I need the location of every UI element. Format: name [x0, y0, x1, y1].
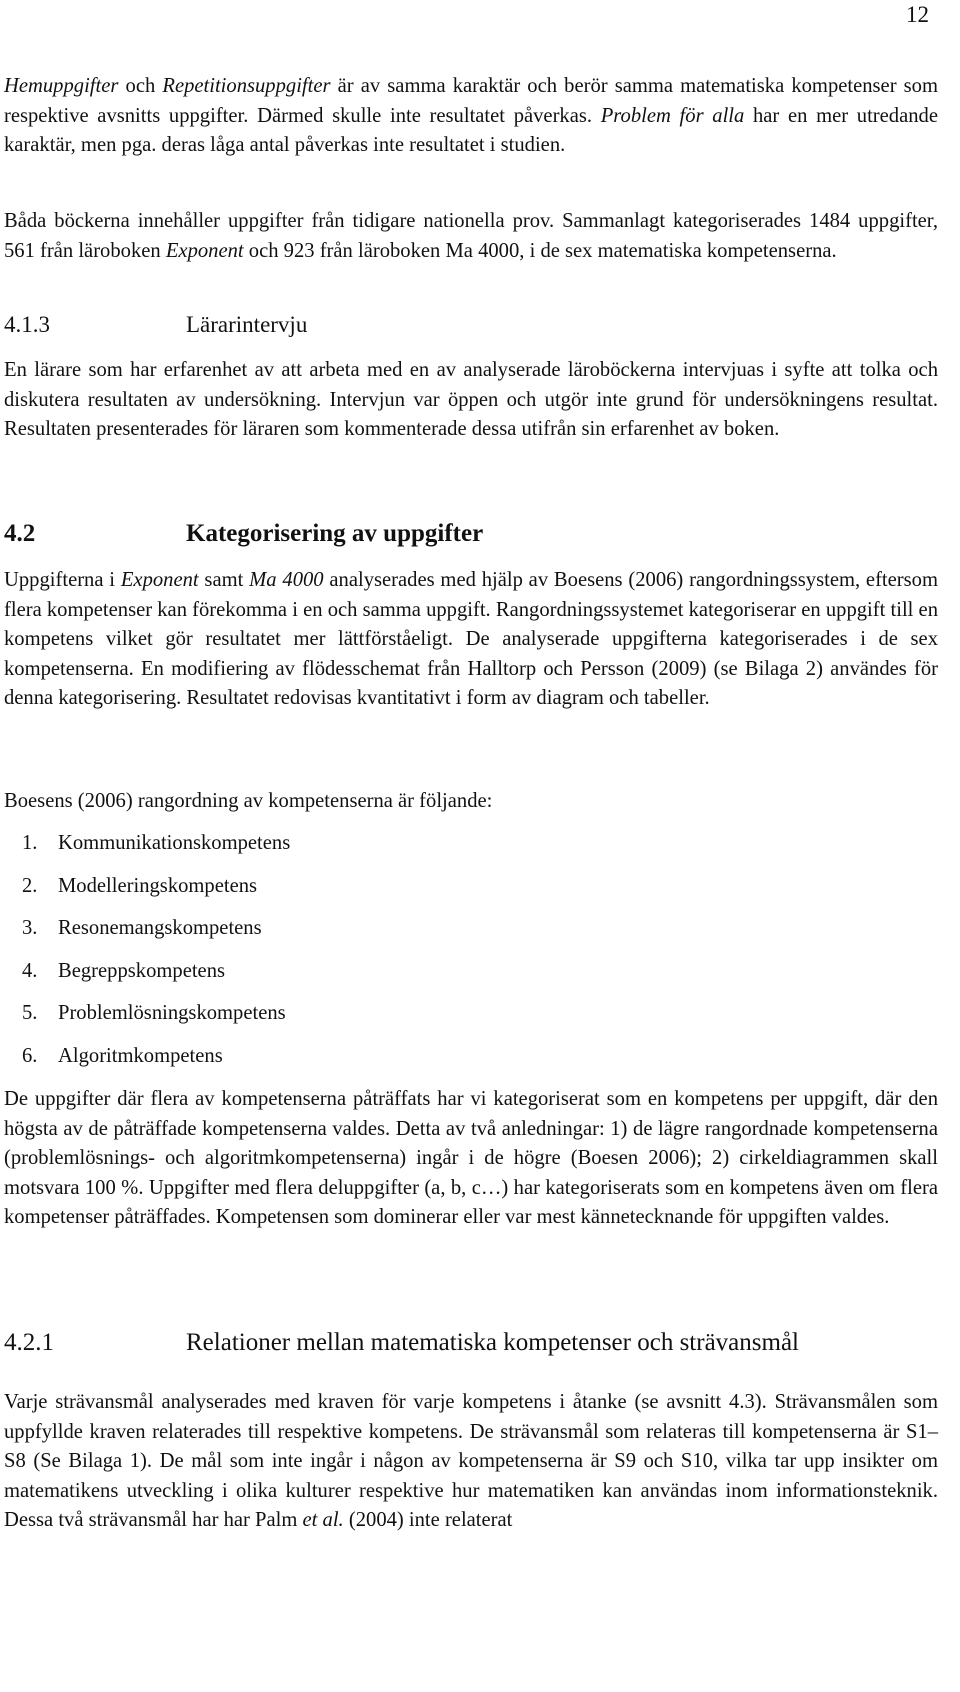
- list-number: 2.: [22, 874, 38, 897]
- paragraph-text: Varje strävansmål analyserades med kraven för varje kompetens i åtanke (se avsnitt 4.3). Strävansmålen som uppfyllde kraven relaterades till respektive kompetens. De strävansmål som relateras till kompetenserna är S1–S8 (Se Bilaga 1). De mål som inte ingår i någon av kompetenserna är S9 och S10, vilka tar upp insikter om matematikens utveckling i olika kulturer respektive hur matematiken kan användas inom informationsteknik. Dessa två strävansmål har har Palm: [4, 1391, 938, 1531]
- paragraph-text: (2004) inte relaterat: [343, 1509, 513, 1531]
- list-item: [22, 914, 290, 957]
- italic-term: Exponent: [165, 239, 244, 262]
- paragraph-text: och: [118, 75, 163, 97]
- paragraph-text: är av samma karaktär och berör samma matematiska kompetenser som respektive avsnitts uppgifter. Därmed skulle inte resultatet påverkas.: [4, 75, 938, 127]
- italic-term: Repetitionsuppgifter: [162, 75, 331, 97]
- list-number: 5.: [22, 1002, 38, 1024]
- list-label: Problemlösningskompetens: [58, 1002, 286, 1024]
- section-title: Lärarintervju: [186, 312, 308, 337]
- list-label: Algoritmkompetens: [58, 1044, 223, 1067]
- list-label: Kommunikationskompetens: [58, 832, 291, 854]
- list-number: 4.: [22, 959, 38, 982]
- italic-term: et al.: [302, 1509, 344, 1531]
- paragraph-text: En lärare som har erfarenhet av att arbeta med en av analyserade läroböckerna intervjuas i syfte att tolka och diskutera resultaten av undersökning. Intervjun var öppen och utgör inte grund för undersökningens resultat. Resultaten presenterades för läraren som kommenterade dessa utifrån sin erfarenhet av boken.: [4, 359, 938, 440]
- paragraph-ranking-intro: [4, 787, 938, 817]
- list-number: 3.: [22, 917, 38, 939]
- section-heading-4-2: [4, 518, 938, 550]
- list-number: 1.: [22, 832, 38, 854]
- paragraph-teacher-interview: [4, 356, 938, 445]
- section-heading-4-2-1: [4, 1325, 938, 1360]
- list-item: [22, 829, 290, 872]
- section-heading-4-1-3: [4, 310, 938, 340]
- section-number: 4.2.1: [4, 1329, 54, 1356]
- italic-term: Problem för alla: [600, 104, 745, 127]
- italic-term: Ma 4000: [249, 569, 324, 591]
- list-label: Modelleringskompetens: [58, 874, 258, 897]
- paragraph-text: Uppgifterna i: [4, 569, 121, 591]
- paragraph-text: De uppgifter där flera av kompetenserna påträffats har vi kategoriserat som en kompetens per uppgift, där den högsta av de påträffade kompetenserna valdes. Detta av två anledningar: 1) de lägre rangordnade kompetenserna (problemlösnings- och algoritmkompetenserna) ingår i de högre (Boesen 2006); 2) cirkeldiagrammen skall motsvara 100 %. Uppgifter med flera deluppgifter (a, b, c…) har kategoriserats som en kompetens även om flera kompetenser påträffades. Kompetensen som dominerar eller var mest kännetecknande för uppgiften valdes.: [4, 1088, 938, 1228]
- list-item: [22, 872, 290, 915]
- paragraph-text: analyserades med hjälp av Boesens (2006) rangordningssystem, eftersom flera kompetenser kan förekomma i en och samma uppgift. Rangordningssystemet kategoriserar en uppgift till en kompetens vilket gör resultatet mer lättförståeligt. De analyserade uppgifterna kategoriserades i de sex kompetenserna. En modifiering av flödesschemat från Halltorp och Persson (2009) (se Bilaga 2) användes för denna kategorisering. Resultatet redovisas kvantitativt i form av diagram och tabeller.: [4, 569, 938, 709]
- paragraph-text: och 923 från läroboken Ma 4000, i de sex matematiska kompetenserna.: [243, 239, 837, 262]
- section-number: 4.2: [4, 520, 36, 547]
- italic-term: Hemuppgifter: [4, 75, 119, 97]
- paragraph-text: Boesens (2006) rangordning av kompetenserna är följande:: [4, 790, 493, 812]
- list-number: 6.: [22, 1044, 38, 1067]
- list-item: [22, 1042, 290, 1085]
- paragraph-categorization: [4, 566, 938, 714]
- paragraph-text: samt: [198, 569, 250, 591]
- list-label: Resonemangskompetens: [58, 917, 262, 939]
- paragraph-ranking-method: [4, 1085, 938, 1233]
- list-item: [22, 999, 290, 1042]
- list-item: [22, 957, 290, 1000]
- competence-list: [22, 829, 290, 1084]
- section-title: Kategorisering av uppgifter: [186, 520, 484, 547]
- page-number: 12: [906, 2, 929, 27]
- list-label: Begreppskompetens: [58, 959, 226, 982]
- paragraph-text: har en mer utredande karaktär, men pga. deras låga antal påverkas inte resultatet i studien.: [4, 104, 938, 156]
- paragraph-goals: [4, 1388, 938, 1536]
- italic-term: Exponent: [120, 569, 199, 591]
- paragraph-homework: [4, 72, 938, 161]
- paragraph-national-tests: [4, 207, 938, 266]
- section-number: 4.1.3: [4, 312, 50, 337]
- section-title: Relationer mellan matematiska kompetenser och strävansmål: [186, 1329, 799, 1356]
- paragraph-text: Båda böckerna innehåller uppgifter från tidigare nationella prov. Sammanlagt kategoriserades 1484 uppgifter, 561 från läroboken: [4, 210, 938, 262]
